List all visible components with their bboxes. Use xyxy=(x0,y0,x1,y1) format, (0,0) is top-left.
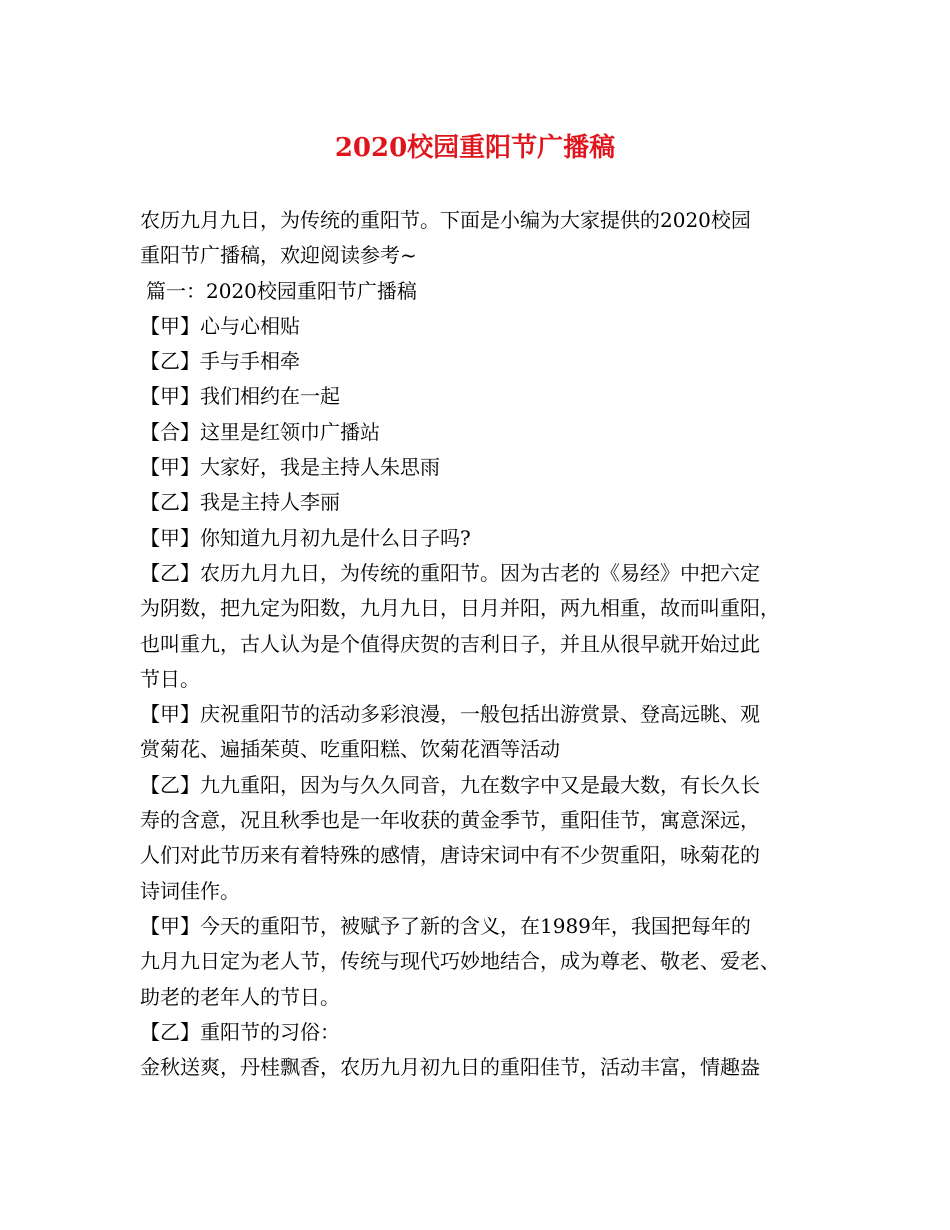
body-line: 诗词佳作。 xyxy=(140,878,240,903)
body-line: 【甲】大家好，我是主持人朱思雨 xyxy=(140,455,440,480)
document-body xyxy=(140,203,840,1085)
body-line: 重阳节广播稿，欢迎阅读参考~ xyxy=(140,243,417,268)
body-line: 为阴数，把九定为阳数，九月九日，日月并阳，两九相重，故而叫重阳， xyxy=(140,596,780,621)
body-line: 人们对此节历来有着特殊的感情，唐诗宋词中有不少贺重阳，咏菊花的 xyxy=(140,843,760,868)
body-line: 【甲】今天的重阳节，被赋予了新的含义，在1989年，我国把每年的 xyxy=(140,913,751,938)
body-line: 节日。 xyxy=(140,666,200,691)
section-heading: 篇一：2020校园重阳节广播稿 xyxy=(146,278,417,303)
body-line: 【乙】手与手相牵 xyxy=(140,349,300,374)
body-line: 【乙】重阳节的习俗： xyxy=(140,1019,340,1044)
body-line: 九月九日定为老人节，传统与现代巧妙地结合，成为尊老、敬老、爱老、 xyxy=(140,949,780,974)
body-line: 金秋送爽，丹桂飘香，农历九月初九日的重阳佳节，活动丰富，情趣盎 xyxy=(140,1055,760,1080)
body-line: 【乙】九九重阳，因为与久久同音，九在数字中又是最大数，有长久长 xyxy=(140,772,760,797)
body-line: 【甲】心与心相贴 xyxy=(140,313,300,338)
body-line: 【甲】庆祝重阳节的活动多彩浪漫，一般包括出游赏景、登高远眺、观 xyxy=(140,702,760,727)
body-line: 【乙】农历九月九日，为传统的重阳节。因为古老的《易经》中把六定 xyxy=(140,560,760,585)
body-line: 【乙】我是主持人李丽 xyxy=(140,490,340,515)
document-title: 2020校园重阳节广播稿 xyxy=(334,133,616,163)
body-line: 【甲】我们相约在一起 xyxy=(140,384,340,409)
body-line: 赏菊花、遍插茱萸、吃重阳糕、饮菊花酒等活动 xyxy=(140,737,560,762)
body-line: 【合】这里是红领巾广播站 xyxy=(140,419,380,444)
body-line: 也叫重九，古人认为是个值得庆贺的吉利日子，并且从很早就开始过此 xyxy=(140,631,760,656)
body-line: 助老的老年人的节日。 xyxy=(140,984,340,1009)
body-line: 寿的含意，况且秋季也是一年收获的黄金季节，重阳佳节，寓意深远， xyxy=(140,808,760,833)
body-line: 【甲】你知道九月初九是什么日子吗? xyxy=(140,525,471,550)
body-line: 农历九月九日，为传统的重阳节。下面是小编为大家提供的2020校园 xyxy=(140,208,751,232)
